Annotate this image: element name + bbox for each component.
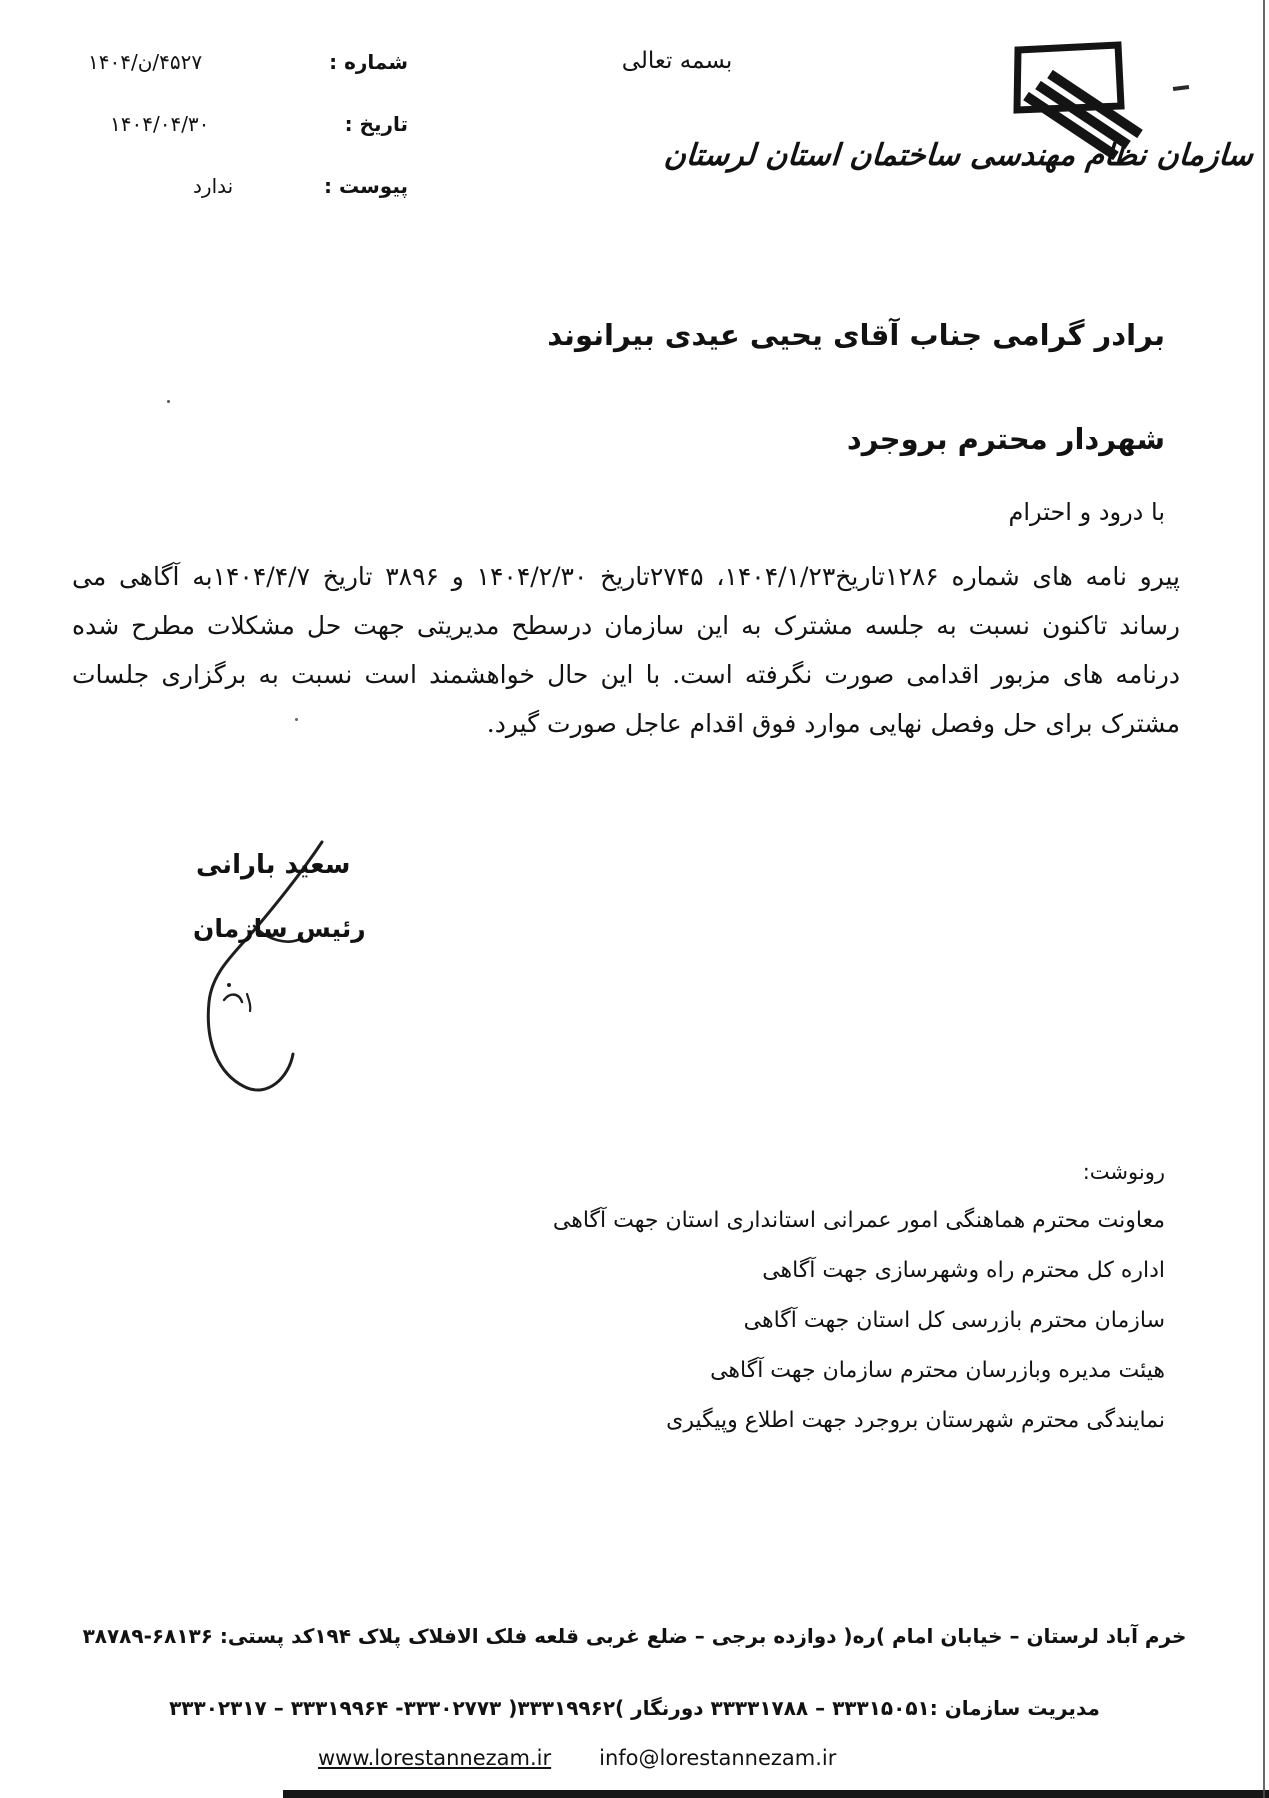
letter-attachment-row [88, 174, 408, 204]
footer-address-line: خرم آباد لرستان – خیابان امام )ره( دوازده برجی – ضلع غربی قلعه فلک الافلاک پلاک ۱۹۴کد پستی: ۶۸۱۳۶-۳۸۷۸۹ [82, 1624, 1187, 1648]
cc-section [553, 1160, 1165, 1446]
number-label: شماره : [329, 50, 408, 74]
scan-speck [295, 718, 298, 721]
cc-item: نمایندگی محترم شهرستان بروجرد جهت اطلاع وپیگیری [666, 1408, 1165, 1433]
signer-title: رئیس سازمان [193, 914, 366, 943]
date-label: تاریخ : [344, 112, 408, 136]
salutation-line: با درود و احترام [1008, 498, 1165, 526]
cc-item: اداره کل محترم راه وشهرسازی جهت آگاهی [762, 1258, 1165, 1283]
scan-right-edge-artifact [1263, 0, 1265, 1798]
email-link: info@lorestannezam.ir [599, 1746, 837, 1770]
scan-speck [167, 400, 170, 403]
recipient-name-line: برادر گرامی جناب آقای یحیی عیدی بیرانوند [547, 318, 1165, 352]
number-value: ۴۵۲۷/ن/۱۴۰۴ [88, 50, 203, 74]
footer-links [318, 1746, 836, 1770]
cc-label: رونوشت: [1082, 1160, 1165, 1184]
letter-number-row [88, 50, 408, 80]
footer-phones-line: مدیریت سازمان :۳۳۳۱۵۰۵۱ – ۳۳۳۳۱۷۸۸ دورنگار )۳۳۳۱۹۹۶۲( ۳۳۳۰۲۷۷۳- ۳۳۳۱۹۹۶۴ – ۳۳۳۰۲۳۱۷ [169, 1696, 1100, 1720]
recipient-title-line: شهردار محترم بروجرد [846, 422, 1165, 456]
cc-item: سازمان محترم بازرسی کل استان جهت آگاهی [743, 1308, 1165, 1333]
date-value: ۱۴۰۴/۰۴/۳۰ [110, 112, 210, 136]
website-link: www.lorestannezam.ir [318, 1746, 552, 1770]
signer-name: سعید بارانی [196, 850, 351, 880]
letter-body-paragraph: پیرو نامه های شماره ۱۲۸۶تاریخ۱۴۰۴/۱/۲۳، ۲۷۴۵تاریخ ۱۴۰۴/۲/۳۰ و ۳۸۹۶ تاریخ ۱۴۰۴/۴/۷به آگاهی می رساند تاکنون نسبت به جلسه مشترک به این سازمان درسطح مدیریتی جهت حل مشکلات مطرح شده درنامه های مزبور اقدامی صورت نگرفته است. با این حال خواهشمند است نسبت به برگزاری جلسات مشترک برای حل وفصل نهایی موارد فوق اقدام عاجل صورت گیرد. [72, 562, 1181, 738]
organization-name: سازمان نظام مهندسی ساختمان استان لرستان [662, 138, 1255, 173]
attachment-label: پیوست : [323, 174, 408, 198]
letter-date-row [88, 112, 408, 142]
scan-smudge [1173, 85, 1189, 91]
scan-bottom-edge-artifact [283, 1790, 1269, 1798]
besmele-text: بسمه تعالی [621, 48, 733, 74]
cc-item: هیئت مدیره وبازرسان محترم سازمان جهت آگاهی [710, 1358, 1165, 1383]
attachment-value: ندارد [193, 174, 234, 198]
cc-item: معاونت محترم هماهنگی امور عمرانی استانداری استان جهت آگاهی [552, 1208, 1165, 1233]
letter-meta [88, 50, 408, 236]
